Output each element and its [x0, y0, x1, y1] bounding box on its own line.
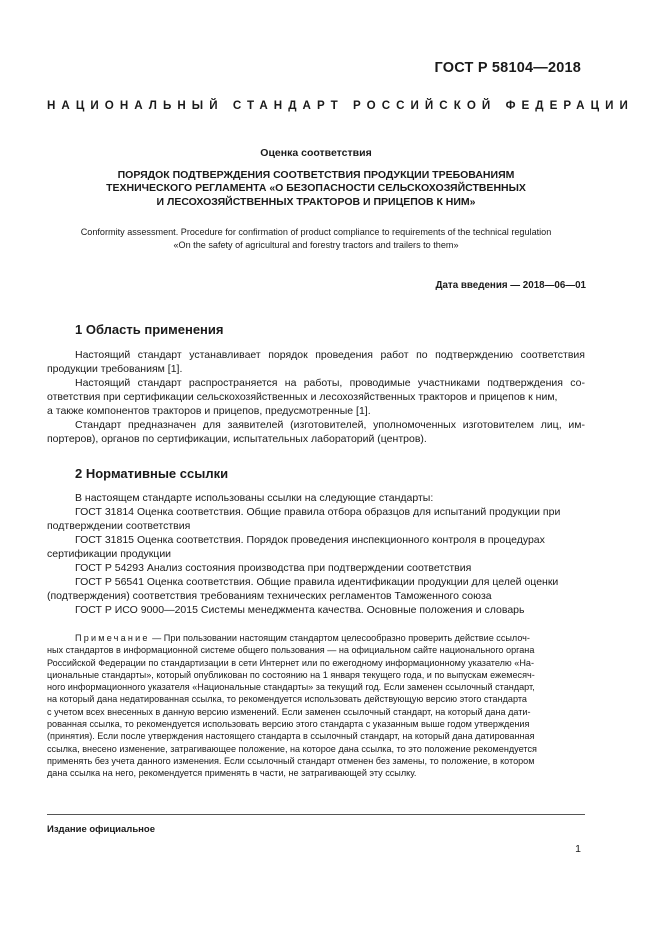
text-line: продукции требованиям [1]. — [47, 363, 183, 375]
text-line: ответствия при сертификации сельскохозяйственных и лесохозяйственных тракторов и прицепов к ним, — [47, 391, 558, 403]
official-edition-label: Издание официальное — [47, 824, 155, 835]
text-line: а также компонентов тракторов и прицепов, предусмотренные [1]. — [47, 405, 371, 417]
reference-gost-r-54293 — [47, 561, 585, 575]
text-line: ГОСТ Р ИСО 9000—2015 Системы менеджмента качества. Основные положения и словарь — [75, 604, 525, 616]
section-2-intro — [47, 491, 585, 505]
national-standard-heading: НАЦИОНАЛЬНЫЙ СТАНДАРТ РОССИЙСКОЙ ФЕДЕРАЦИИ — [47, 99, 634, 112]
note-line: ных стандартов в информационной системе общего пользования — на официальном сайте национального органа — [47, 645, 535, 656]
note-line: циональные стандарты», который опубликован по состоянию на 1 января текущего года, и по выпускам ежемесяч- — [47, 669, 535, 680]
title-line: ПОРЯДОК ПОДТВЕРЖДЕНИЯ СООТВЕТСТВИЯ ПРОДУКЦИИ ТРЕБОВАНИЯМ — [117, 169, 515, 181]
english-title-line: Conformity assessment. Procedure for confirmation of product compliance to requirements of the technical regulation — [80, 227, 552, 237]
title-line: И ЛЕСОХОЗЯЙСТВЕННЫХ ТРАКТОРОВ И ПРИЦЕПОВ К НИМ» — [156, 195, 476, 208]
note-line: дана ссылка на него, рекомендуется применять в части, не затрагивающей эту ссылку. — [47, 768, 417, 779]
section-1-paragraph-2 — [47, 376, 585, 418]
text-line: ГОСТ Р 56541 Оценка соответствия. Общие правила идентификации продукции для целей оценки — [75, 576, 559, 588]
note-line: Российской Федерации по стандартизации в сети Интернет или по ежегодному информационному указателю «На- — [47, 657, 534, 668]
section-2-title: 2 Нормативные ссылки — [75, 466, 229, 481]
text-line: сертификации продукции — [47, 548, 172, 560]
reference-gost-31815 — [47, 533, 585, 561]
text-line: В настоящем стандарте использованы ссылки на следующие стандарты: — [75, 492, 434, 504]
section-1-paragraph-1 — [47, 348, 585, 376]
page-number: 1 — [575, 843, 581, 855]
text-line: ГОСТ Р 54293 Анализ состояния производства при подтверждении соответствия — [75, 562, 472, 574]
note-label: Примечание — [75, 633, 150, 643]
document-title — [47, 169, 585, 209]
section-1-paragraph-3 — [47, 418, 585, 446]
text-line: Стандарт предназначен для заявителей (изготовителей, уполномоченных изготовителем лиц, им- — [75, 419, 585, 431]
note-line: ного информационного указателя «Национальные стандарты» за текущий год. Если заменен ссылочный стандарт, — [47, 682, 535, 693]
section-1-title: 1 Область применения — [75, 322, 224, 337]
title-line: ТЕХНИЧЕСКОГО РЕГЛАМЕНТА «О БЕЗОПАСНОСТИ СЕЛЬСКОХОЗЯЙСТВЕННЫХ — [106, 182, 526, 195]
note-block — [47, 632, 585, 780]
note-text: — При пользовании настоящим стандартом целесообразно проверить действие ссылоч- — [149, 633, 530, 643]
note-line: применять без учета данного изменения. Если ссылочный стандарт отменен без замены, то положение, в котором — [47, 755, 535, 766]
note-line: на который дана недатированная ссылка, то рекомендуется использовать действующую версию этого стандарта — [47, 694, 527, 705]
text-line: (подтверждения) соответствия требованиям технических регламентов Таможенного союза — [47, 590, 492, 602]
reference-gost-31814 — [47, 505, 585, 533]
text-line: подтверждении соответствия — [47, 520, 191, 532]
reference-gost-r-iso-9000 — [47, 603, 585, 617]
footer-divider — [47, 814, 585, 815]
english-title-line: «On the safety of agricultural and forestry tractors and trailers to them» — [173, 239, 459, 250]
english-title — [47, 226, 585, 251]
reference-gost-r-56541 — [47, 575, 585, 603]
note-first-line — [47, 632, 585, 644]
text-line: ГОСТ 31815 Оценка соответствия. Порядок проведения инспекционного контроля в процедурах — [75, 534, 545, 546]
introduction-date: Дата введения — 2018—06—01 — [435, 280, 586, 291]
text-line: ГОСТ 31814 Оценка соответствия. Общие правила отбора образцов для испытаний продукции при — [75, 506, 561, 518]
document-subtitle: Оценка соответствия — [260, 147, 372, 159]
text-line: портеров), органов по сертификации, испытательных лабораторий (центров). — [47, 433, 427, 445]
note-line: с учетом всех внесенных в данную версию изменений. Если заменен ссылочный стандарт, на который дана дати- — [47, 706, 531, 717]
note-line: ссылка, внесено изменение, затрагивающее положение, на которое дана ссылка, то это положение рекомендуется — [47, 743, 537, 754]
gost-identifier: ГОСТ Р 58104—2018 — [434, 60, 581, 76]
note-line: рованная ссылка, то рекомендуется использовать версию этого стандарта с указанным выше годом утверждения — [47, 719, 530, 730]
text-line: Настоящий стандарт распространяется на работы, проводимые участниками подтверждения со- — [75, 377, 585, 389]
note-line: (принятия). Если после утверждения настоящего стандарта в ссылочный стандарт, на который дана датированная — [47, 731, 535, 742]
text-line: Настоящий стандарт устанавливает порядок проведения работ по подтверждению соответствия — [75, 349, 585, 361]
